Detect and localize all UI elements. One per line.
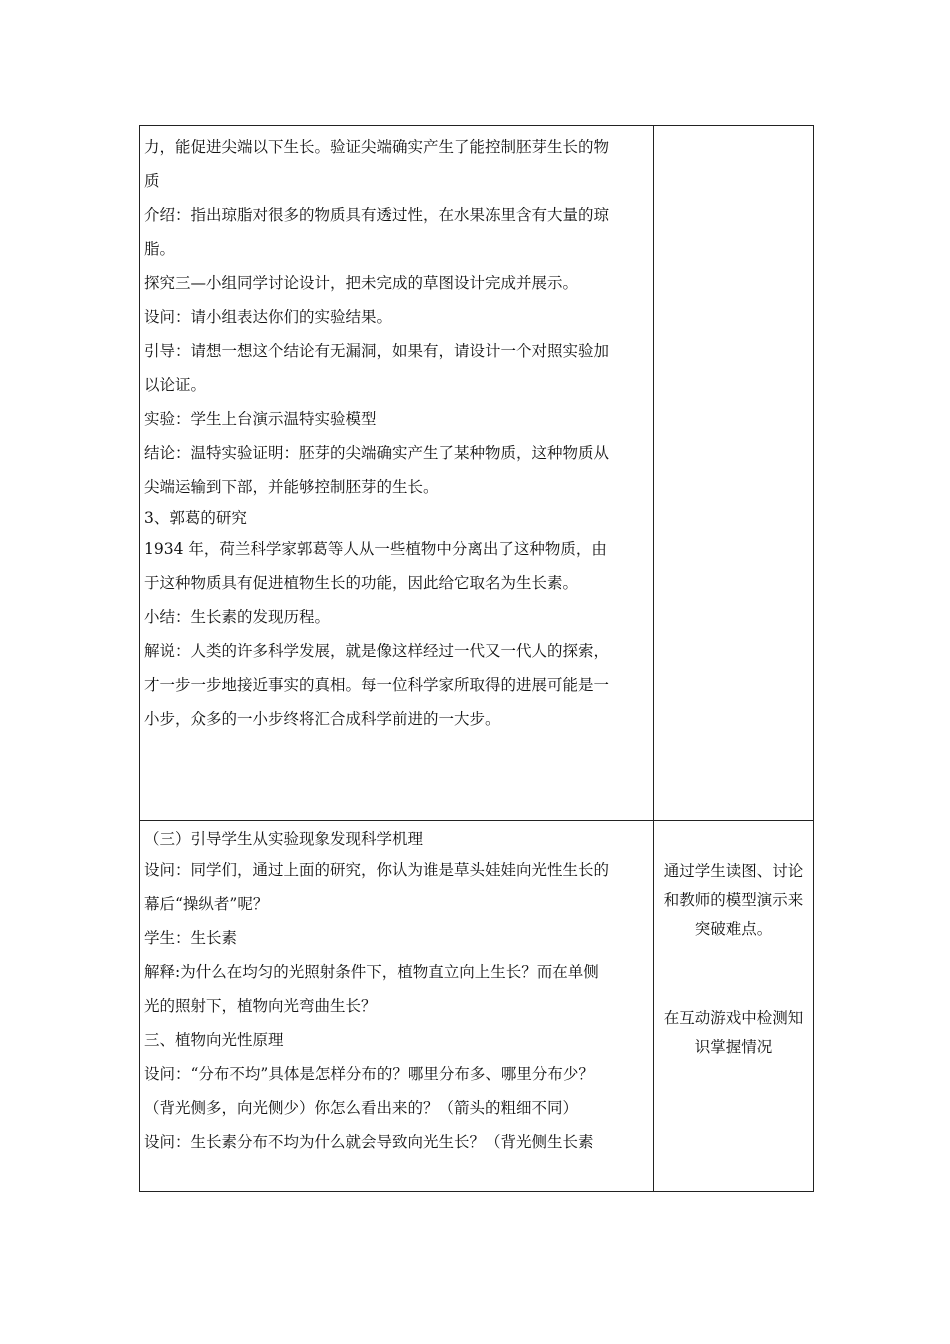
section-heading: （三）引导学生从实验现象发现科学机理: [144, 830, 424, 848]
side-note-cell: [654, 126, 814, 821]
text-line: （背光侧多，向光侧少）你怎么看出来的？（箭头的粗细不同）: [144, 1099, 579, 1117]
text-line: 小步，众多的一小步终将汇合成科学前进的一大步。: [144, 710, 501, 728]
lesson-plan-table: [139, 125, 814, 1192]
text-line: 解说：人类的许多科学发展，就是像这样经过一代又一代人的探索，: [144, 642, 610, 660]
text-line: 尖端运输到下部，并能够控制胚芽的生长。: [144, 478, 439, 496]
text-line: 设问：同学们，通过上面的研究，你认为谁是草头娃娃向光性生长的: [144, 861, 610, 879]
table-row: [140, 126, 814, 821]
text-line: 1934 年，荷兰科学家郭葛等人从一些植物中分离出了这种物质，由: [144, 540, 607, 558]
text-line: 幕后“操纵者”呢？: [144, 895, 269, 913]
text-line: 探究三—小组同学讨论设计，把未完成的草图设计完成并展示。: [144, 274, 579, 292]
text-line: 解释:为什么在均匀的光照射条件下，植物直立向上生长？而在单侧: [144, 963, 599, 981]
text-line: 设问：“分布不均”具体是怎样分布的？哪里分布多、哪里分布少？: [144, 1065, 594, 1083]
main-content-cell: [140, 821, 654, 1192]
section-heading: 3、郭葛的研究: [144, 509, 247, 527]
text-line: 脂。: [144, 240, 176, 258]
section-heading: 三、植物向光性原理: [144, 1031, 284, 1049]
text-line: 以论证。: [144, 376, 207, 394]
table-row: [140, 821, 814, 1192]
text-line: 小结：生长素的发现历程。: [144, 608, 331, 626]
text-line: 介绍：指出琼脂对很多的物质具有透过性，在水果冻里含有大量的琼: [144, 206, 610, 224]
text-line: 力，能促进尖端以下生长。验证尖端确实产生了能控制胚芽生长的物: [144, 138, 610, 156]
text-line: 质: [144, 172, 160, 190]
side-note-cell: [654, 821, 814, 1192]
side-note-assessment: 在互动游戏中检测知识掌握情况: [663, 1009, 804, 1056]
text-line: 才一步一步地接近事实的真相。每一位科学家所取得的进展可能是一: [144, 676, 610, 694]
text-line: 设问：请小组表达你们的实验结果。: [144, 308, 393, 326]
text-line: 设问：生长素分布不均为什么就会导致向光生长？（背光侧生长素: [144, 1133, 594, 1151]
text-line: 于这种物质具有促进植物生长的功能，因此给它取名为生长素。: [144, 574, 579, 592]
side-note-difficulty: 通过学生读图、讨论和教师的模型演示来突破难点。: [663, 862, 804, 938]
text-line: 引导：请想一想这个结论有无漏洞，如果有，请设计一个对照实验加: [144, 342, 610, 360]
text-line: 结论：温特实验证明：胚芽的尖端确实产生了某种物质，这种物质从: [144, 444, 610, 462]
text-line: 光的照射下，植物向光弯曲生长？: [144, 997, 377, 1015]
text-line: 学生：生长素: [144, 929, 238, 947]
main-content-cell: [140, 126, 654, 821]
text-line: 实验：学生上台演示温特实验模型: [144, 410, 377, 428]
